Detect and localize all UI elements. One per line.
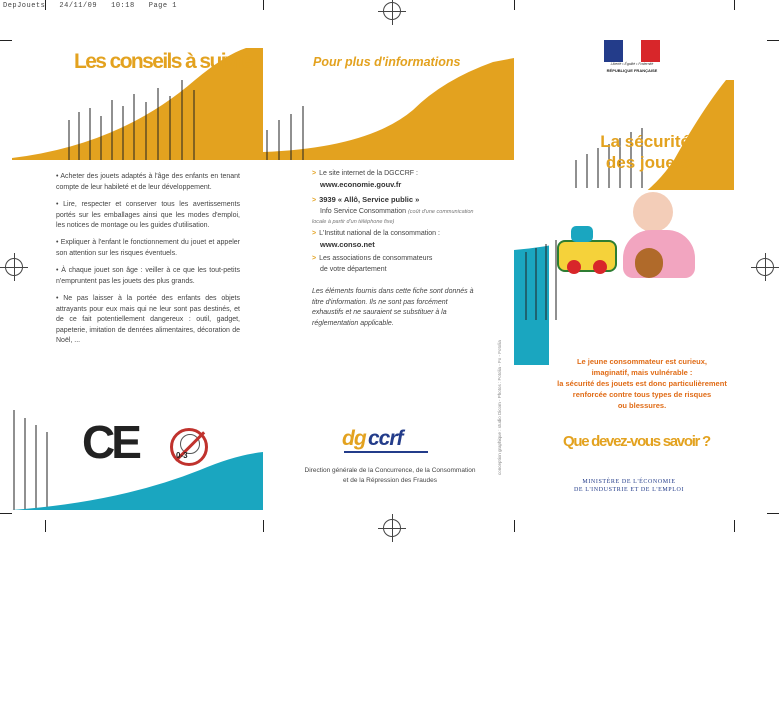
registration-mark (383, 2, 401, 20)
left-footer-graphic (0, 410, 263, 510)
dgccrf-logo-dg: dg (342, 427, 366, 450)
left-panel-title: Les conseils à suivre (74, 50, 252, 73)
toy-wheel (593, 260, 607, 274)
ce-mark-logo: CE (82, 416, 138, 468)
info-item-3: > L'Institut national de la consommation : www.conso.net (312, 230, 440, 249)
advice-paragraph-1: • Acheter des jouets adaptés à l'âge des enfants en tenant compte de leur habileté et de leur développement. (56, 173, 240, 191)
disclaimer-text: Les éléments fournis dans cette fiche sont donnés à titre d'information. Ils ne sont pas forcément exhaustifs et ne sauraient se substituer à la réglementation applicable. (312, 288, 474, 327)
dgccrf-full-name: Direction générale de la Concurrence, de la Consommation et de la Répression des Fraudes (304, 467, 476, 484)
toy-wheel (567, 260, 581, 274)
info-item-4: > Les associations de consommateurs de votre département (312, 255, 433, 273)
middle-panel-title: Pour plus d'informations (313, 55, 461, 69)
conso-website-link[interactable]: www.conso.net (320, 239, 375, 249)
registration-mark (5, 258, 23, 276)
teal-curve (12, 452, 263, 510)
registration-mark (383, 519, 401, 537)
advice-paragraph-4: • À chaque jouet son âge : veiller à ce que les tout-petits n'empruntent pas les jouets des plus grands. (56, 267, 240, 285)
vertical-credit: conception graphique : studio Dicom - Photos : Fotolia - Fo - Fotolia (497, 340, 502, 475)
ministry-logo: MINISTÈRE DE L'ÉCONOMIE DE L'INDUSTRIE ET DE L'EMPLOI (573, 479, 685, 493)
cover-title: La sécurité des jouets (600, 132, 690, 172)
dgccrf-logo-ccrf: ccrf (368, 427, 403, 450)
advice-paragraph-5: • Ne pas laisser à la portée des enfants des objets attrayants pour eux mais qui ne leur sont pas destinés, et de ce fait potentiellement dangereux : outil, gadget, papeterie, imitation de denrées alimentaires, décoration de Noël, ... (56, 295, 240, 344)
vulnerability-warning: Le jeune consommateur est curieux, imaginatif, mais vulnérable : la sécurité des jouets est donc particulièrement renforcée contre tous types de risques ou blessures. (557, 357, 727, 410)
print-slug: DepJouets 24/11/09 10:18 Page 1 (3, 2, 177, 10)
republic-motto: Liberté • Égalité • Fraternité (610, 62, 654, 66)
advice-paragraph-3: • Expliquer à l'enfant le fonctionnement du jouet et appeler son attention sur les risques éventuels. (56, 239, 240, 257)
info-item-2: > 3939 « Allô, Service public » Info Service Consommation (coût d'une communication locale à partir d'un téléphone fixe) (312, 195, 474, 225)
cover-question: Que devez-vous savoir ? (563, 433, 710, 450)
age-label: 0-3 (176, 451, 188, 460)
toy-handle (571, 226, 593, 242)
advice-paragraph-2: • Lire, respecter et conserver tous les avertissements portés sur les emballages ainsi que les modes d'emploi, les notices de montage ou les guides d'utilisation. (56, 201, 240, 229)
republic-name: RÉPUBLIQUE FRANÇAISE (606, 68, 658, 73)
baby-with-toys-photo (553, 186, 713, 290)
french-flag-logo (604, 40, 660, 62)
toy-walker (557, 240, 617, 272)
orange-curve (263, 58, 514, 160)
dgccrf-logo (342, 425, 432, 461)
info-item-1: > Le site internet de la DGCCRF : www.economie.gouv.fr (312, 170, 418, 189)
registration-mark (756, 258, 774, 276)
baby-head (633, 192, 673, 232)
dgccrf-website-link[interactable]: www.economie.gouv.fr (320, 179, 402, 189)
teddy-bear (635, 248, 663, 278)
